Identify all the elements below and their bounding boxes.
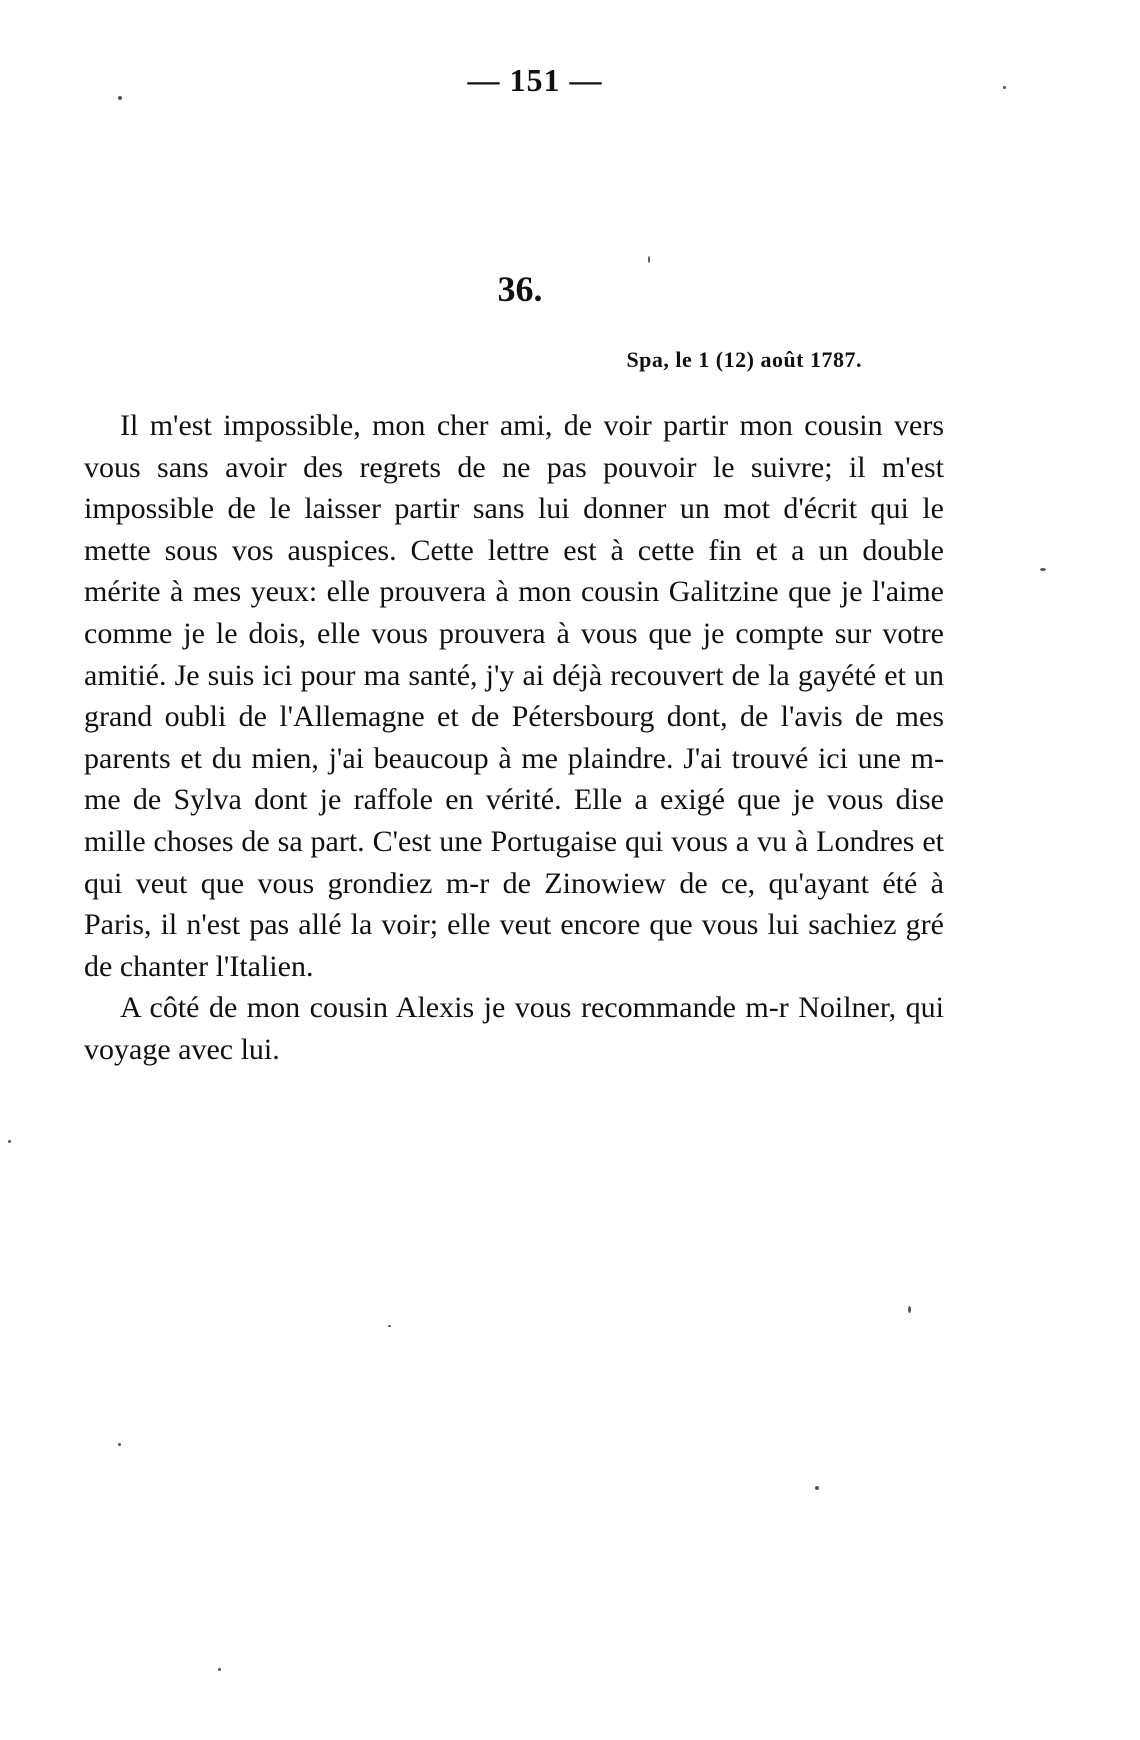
page-number: — 151 —: [467, 62, 603, 98]
letter-number: 36.: [497, 269, 543, 309]
scan-speck: [1003, 86, 1006, 89]
scan-speck: [908, 1306, 911, 1313]
paragraph: A côté de mon cousin Alexis je vous recommande m-r Noilner, qui voyage avec lui.: [84, 991, 944, 1066]
scan-speck: [648, 256, 650, 263]
scan-speck: [815, 1486, 819, 1490]
scan-speck: [8, 1140, 11, 1143]
scan-speck: [218, 1668, 221, 1671]
dateline: Spa, le 1 (12) août 1787.: [626, 347, 862, 372]
letter-body: [84, 405, 944, 1071]
paragraph: Il m'est impossible, mon cher ami, de voir partir mon cousin vers vous sans avoir des regrets de ne pas pouvoir le suivre; il m'est impossible de le laisser partir sans lui donner un mot d'écrit qui le mette sous vos auspices. Cette lettre est à cette fin et a un double mérite à mes yeux: elle prouvera à mon cousin Galitzine que je l'aime comme je le dois, elle vous prouvera à vous que je compte sur votre amitié. Je suis ici pour ma santé, j'y ai déjà recouvert de la gayété et un grand oubli de l'Allemagne et de Pétersbourg dont, de l'avis de mes parents et du mien, j'ai beaucoup à me plaindre. J'ai trouvé ici une m-me de Sylva dont je raffole en vérité. Elle a exigé que je vous dise mille choses de sa part. C'est une Portugaise qui vous a vu à Londres et qui veut que vous grondiez m-r de Zinowiew de ce, qu'ayant été à Paris, il n'est pas allé la voir; elle veut encore que vous lui sachiez gré de chanter l'Italien.: [84, 409, 944, 983]
scan-speck: [1040, 568, 1046, 571]
scan-speck: [118, 96, 122, 100]
scan-speck: [118, 1443, 121, 1446]
scan-speck: [388, 1325, 391, 1327]
